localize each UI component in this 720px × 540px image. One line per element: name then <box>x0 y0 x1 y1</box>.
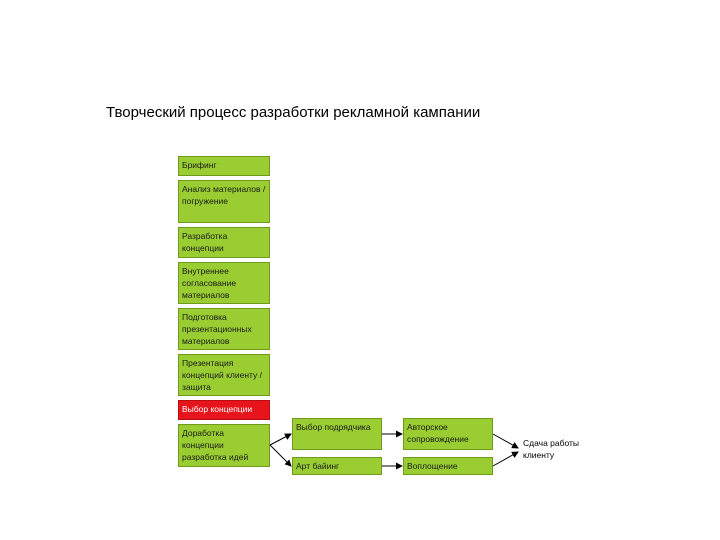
step-analysis: Анализ материалов / погружение <box>178 180 270 223</box>
arrow-refine-to-artbuying <box>270 445 291 466</box>
step-presentation-prep: Подготовка презентационных материалов <box>178 308 270 350</box>
step-concept-selection: Выбор концепции <box>178 400 270 420</box>
step-concept-refinement: Доработка концепции разработка идей <box>178 424 270 467</box>
arrow-support-to-delivery <box>493 434 518 448</box>
step-concept-development: Разработка концепции <box>178 227 270 258</box>
step-art-buying: Арт байинг <box>292 457 382 475</box>
step-delivery: Сдача работы клиенту <box>523 438 580 460</box>
arrow-implementation-to-delivery <box>493 452 518 466</box>
step-contractor-selection: Выбор подрядчика <box>292 418 382 450</box>
step-briefing: Брифинг <box>178 156 270 176</box>
step-implementation: Воплощение <box>403 457 493 475</box>
step-author-support: Авторское сопровождение <box>403 418 493 450</box>
step-internal-approval: Внутреннее согласование материалов <box>178 262 270 304</box>
page-title: Творческий процесс разработки рекламной кампании <box>106 104 481 121</box>
arrow-refine-to-contractor <box>270 434 291 445</box>
step-presentation: Презентация концепций клиенту / защита <box>178 354 270 396</box>
